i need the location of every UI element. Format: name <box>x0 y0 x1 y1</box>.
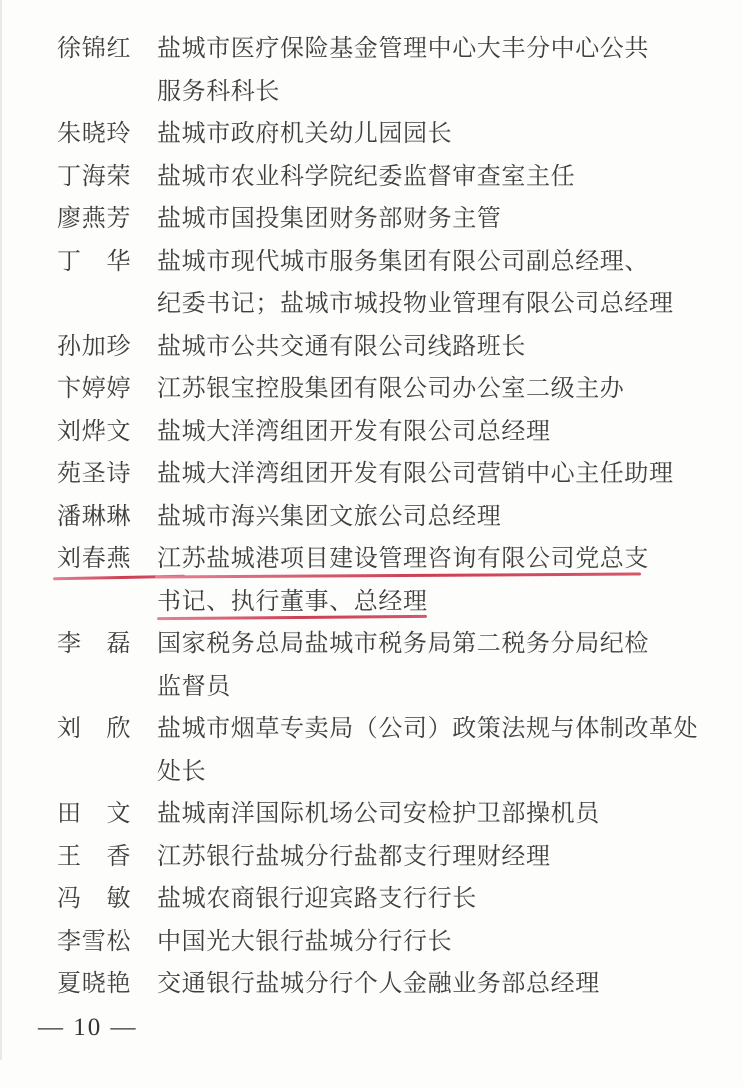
person-title <box>157 28 697 113</box>
person-name: 丁海荣 <box>57 163 131 190</box>
person-title <box>157 453 697 496</box>
person-name: 李雪松 <box>57 928 131 955</box>
title-line: 盐城市公共交通有限公司线路班长 <box>157 333 526 360</box>
list-item <box>57 496 697 539</box>
title-line: 盐城市烟草专卖局（公司）政策法规与体制改革处 <box>157 716 699 742</box>
person-name: 刘欣 <box>57 716 131 742</box>
list-item <box>57 113 697 156</box>
title-line: 盐城农商银行迎宾路支行行长 <box>157 886 477 912</box>
title-line: 盐城市海兴集团文旅公司总经理 <box>157 503 502 530</box>
title-line: 盐城大洋湾组团开发有限公司营销中心主任助理 <box>157 461 674 487</box>
person-title <box>157 708 698 793</box>
title-line: 江苏银宝控股集团有限公司办公室二级主办 <box>157 376 625 402</box>
title-line: 监督员 <box>157 673 231 700</box>
list-item <box>57 963 697 1006</box>
person-title <box>157 326 697 369</box>
title-line: 盐城大洋湾组团开发有限公司总经理 <box>157 418 551 445</box>
title-line: 书记、执行董事、总经理 <box>157 588 428 615</box>
list-item <box>57 623 697 708</box>
person-title <box>157 156 697 199</box>
person-name: 卞婷婷 <box>57 376 131 402</box>
person-name: 夏晓艳 <box>57 971 131 997</box>
list-item <box>57 368 697 411</box>
person-title <box>157 113 697 156</box>
title-line: 盐城市政府机关幼儿园园长 <box>157 121 453 147</box>
person-title <box>157 793 697 836</box>
title-line: 盐城南洋国际机场公司安检护卫部操机员 <box>157 801 600 827</box>
person-title <box>157 368 697 411</box>
person-name: 徐锦红 <box>57 36 131 62</box>
person-title <box>157 411 697 454</box>
entry-list <box>57 28 697 1006</box>
list-item <box>57 156 697 199</box>
person-name: 刘春燕 <box>57 546 131 572</box>
title-line: 中国光大银行盐城分行行长 <box>157 928 453 955</box>
title-line: 交通银行盐城分行个人金融业务部总经理 <box>157 971 600 997</box>
person-title <box>157 538 697 623</box>
title-line: 处长 <box>157 758 207 785</box>
person-name: 田文 <box>57 801 131 827</box>
person-title <box>157 198 697 241</box>
title-line: 纪委书记；盐城市城投物业管理有限公司总经理 <box>157 291 674 317</box>
list-item <box>57 326 697 369</box>
title-line: 盐城市农业科学院纪委监督审查室主任 <box>157 163 576 190</box>
person-name: 刘烨文 <box>57 418 131 445</box>
list-item <box>57 198 697 241</box>
title-line: 服务科科长 <box>157 78 280 105</box>
person-name: 潘琳琳 <box>57 503 131 530</box>
person-title <box>157 921 697 964</box>
list-item <box>57 921 697 964</box>
list-item <box>57 878 697 921</box>
person-name: 冯敏 <box>57 886 131 912</box>
list-item <box>57 538 697 623</box>
person-name: 朱晓玲 <box>57 121 131 147</box>
list-item <box>57 708 697 793</box>
person-title <box>157 241 697 326</box>
person-name: 丁华 <box>57 248 131 275</box>
person-title <box>157 878 697 921</box>
person-title <box>157 836 697 879</box>
person-name: 苑圣诗 <box>57 461 131 487</box>
list-item <box>57 453 697 496</box>
list-item <box>57 241 697 326</box>
person-title <box>157 963 697 1006</box>
list-item <box>57 793 697 836</box>
list-item <box>57 836 697 879</box>
title-line: 江苏盐城港项目建设管理咨询有限公司党总支 <box>157 546 649 572</box>
title-line: 国家税务总局盐城市税务局第二税务分局纪检 <box>157 631 649 657</box>
person-name: 孙加珍 <box>57 333 131 360</box>
title-line: 盐城市国投集团财务部财务主管 <box>157 206 502 232</box>
page-number: — 10 — <box>38 1014 138 1041</box>
person-title <box>157 623 697 708</box>
person-name: 李磊 <box>57 631 131 657</box>
person-name: 廖燕芳 <box>57 206 131 232</box>
person-title <box>157 496 697 539</box>
person-name: 王香 <box>57 843 131 870</box>
title-line: 江苏银行盐城分行盐都支行理财经理 <box>157 843 551 870</box>
list-item <box>57 28 697 113</box>
title-line: 盐城市医疗保险基金管理中心大丰分中心公共 <box>157 36 649 62</box>
list-item <box>57 411 697 454</box>
title-line: 盐城市现代城市服务集团有限公司副总经理、 <box>157 248 649 275</box>
